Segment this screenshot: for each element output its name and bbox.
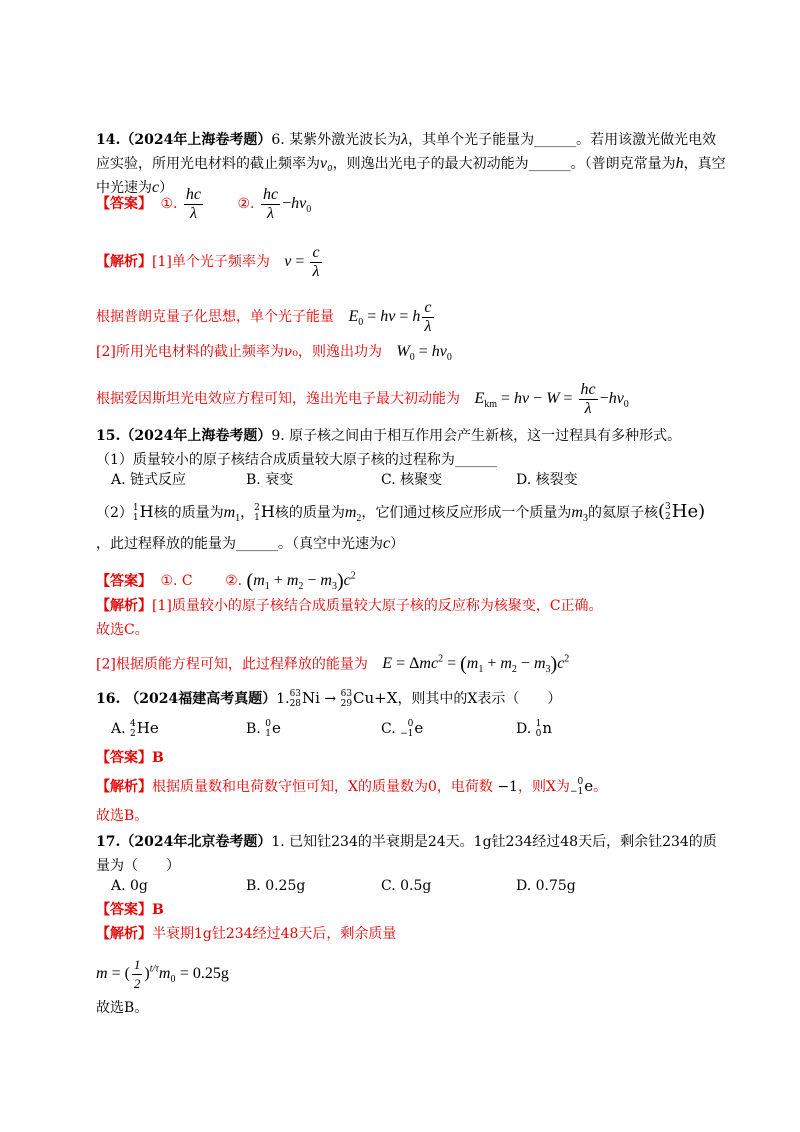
q15-analysis-3 (96, 648, 726, 683)
q15-m3: $m_3$ (571, 504, 588, 525)
q15-analysis-label: 【解析】 (96, 598, 152, 614)
q17-formula (96, 956, 726, 993)
q14-analysis-2 (96, 299, 726, 336)
q14-h: h (675, 155, 684, 172)
q17-text-1: 1. 已知钍234的半衰期是24天。1g钍234经过48天后，剩余钍234的质量为（ ） (96, 834, 717, 874)
q17-analysis-line2: 故选B。 (96, 1000, 149, 1016)
q16-analysis-line1b: ，则X为 (517, 779, 570, 795)
q17-analysis-label: 【解析】 (96, 926, 152, 942)
q14-analysis-line2: 根据普朗克量子化思想，单个光子能量 (96, 309, 334, 326)
q15-sub-1-text: （1）质量较小的原子核结合成质量较大原子核的过程称为______ (96, 452, 497, 468)
q15-sub-2-c: ， (240, 505, 255, 521)
q15-analysis-line2: 故选C。 (96, 622, 149, 638)
q15-option-d[interactable]: D. 核裂变 (516, 472, 578, 488)
q16-charge-value: −1 (492, 779, 518, 795)
q15-source: 15.（2024年上海卷考题） (96, 428, 272, 444)
q14-analysis-1 (96, 244, 726, 281)
q17-option-b[interactable]: B. 0.25g (246, 878, 306, 894)
q15-h1-symbol: H (139, 502, 154, 521)
q17-mass-formula: m = ( $\frac{1}{2}$ )$^{t/\tau}m_0$ (96, 957, 176, 991)
q15-sub-2-i: ） (390, 536, 405, 552)
q16-analysis-1 (96, 774, 726, 799)
q15-sub-2-d: 核的质量为 (274, 505, 345, 521)
q16-text-2: ，则其中的X表示（ ） (397, 691, 562, 707)
q16-analysis-line1c: 。 (593, 779, 608, 795)
q14-analysis-line3: [2]所用光电材料的截止频率为ν₀，则逸出功为 (96, 344, 382, 360)
q14-answer-2-formula: $\frac{hc}{\lambda}$ $-h\nu_0$ (262, 186, 312, 222)
q15-answer-1: ①. C (160, 573, 193, 590)
q15-h2-nuclide-index: 2 1 (254, 503, 260, 523)
q14-text-1: 6. 某紫外激光波长为 (271, 132, 402, 148)
q16-reaction-equation: 63 28Ni → 63 29Cu+X (289, 689, 398, 709)
q14-energy-formula: $E_0 = h\nu = h$ $\frac{c}{\lambda}$ (348, 299, 432, 335)
q16-answer-text: 【答案】B (96, 750, 164, 766)
q15-m1: $m_1$ (223, 504, 241, 525)
q17-option-d[interactable]: D. 0.75g (516, 878, 576, 894)
q14-answer-2-label: ②. (237, 196, 255, 213)
q15-analysis-line3: [2]根据质能方程可知，此过程释放的能量为 (96, 656, 368, 673)
q14-kinetic-energy-formula: $E_{km} = h\nu - W$ = $\frac{hc}{\lambda}$ $-h\nu_0$ (474, 381, 629, 417)
q17-formula-result: = 0.25g (179, 965, 229, 983)
q15-option-c[interactable]: C. 核聚变 (381, 472, 443, 488)
q17-source: 17.（2024年北京卷考题） (96, 834, 272, 850)
q14-answer-1-label: ①. (160, 196, 178, 213)
q16-analysis-2 (96, 804, 726, 828)
q14-text-3: ，则逸出光电子的最大初动能为______。（普朗克常量为 (332, 156, 676, 172)
q14-work-function-formula: $W_0 = h\nu_0$ (396, 343, 452, 364)
q15-sub-2-b: 核的质量为 (153, 505, 224, 521)
question-15 (96, 424, 726, 448)
q16-analysis-line2: 故选B。 (96, 808, 149, 824)
question-17 (96, 830, 726, 878)
q15-answer-2-label: ②. (225, 573, 243, 590)
q17-analysis-line1: 半衰期1g钍234经过48天后，剩余质量 (152, 926, 397, 942)
q17-options (111, 874, 741, 898)
q14-lambda: λ (401, 131, 409, 148)
q15-sub-2-g: ，此过程释放的能量为______。（真空中光速为 (96, 536, 383, 552)
q15-c: c (383, 535, 391, 552)
q17-answer (96, 898, 726, 922)
q15-sub-2-f: 的氦原子核 (587, 505, 658, 521)
q14-analysis-4 (96, 381, 726, 418)
q15-he3-nuclide: (3 2He) (657, 501, 706, 522)
q15-sub-2-a: （2） (96, 505, 133, 521)
q14-frequency-formula: ν = $\frac{c}{\lambda}$ (284, 244, 320, 280)
q15-analysis-1 (96, 594, 726, 618)
q15-m2: $m_2$ (344, 504, 362, 525)
q16-option-a[interactable]: A. 4 2He (111, 719, 159, 739)
q16-options (111, 716, 741, 741)
q15-energy-formula: $E = \Delta mc^2 = (m_1 + m_2 - m_3)c^2$ (382, 653, 570, 676)
q14-text-5: ） (159, 180, 174, 196)
q14-analysis-label: 【解析】 (96, 254, 152, 271)
q14-text-4: ，真空中光速为 (96, 156, 726, 196)
q16-option-c[interactable]: C. 0 −1e (381, 719, 424, 739)
q16-option-d[interactable]: D. 1 0n (516, 719, 553, 739)
q14-answer-1-formula: $\frac{hc}{\lambda}$ (185, 186, 202, 222)
q16-analysis-line1a: 根据质量数和电荷数守恒可知，X的质量数为0，电荷数 (152, 779, 493, 795)
q15-answer-label: 【答案】 (96, 573, 152, 590)
q16-analysis-label: 【解析】 (96, 779, 152, 795)
q14-analysis-line1: [1]单个光子频率为 (152, 254, 270, 271)
question-16 (96, 686, 726, 711)
q14-source: 14.（2024年上海卷考题） (96, 132, 272, 148)
q14-answer-label: 【答案】 (96, 196, 152, 213)
q15-option-b[interactable]: B. 衰变 (246, 472, 294, 488)
q15-analysis-line1: [1]质量较小的原子核结合成质量较大原子核的反应称为核聚变，C正确。 (152, 598, 603, 614)
q17-analysis-2 (96, 996, 726, 1020)
q15-h2-symbol: H (260, 502, 275, 521)
q14-analysis-line4: 根据爱因斯坦光电效应方程可知，逸出光电子最大初动能为 (96, 391, 460, 408)
q15-option-a[interactable]: A. 链式反应 (111, 472, 187, 488)
q16-source: 16. （2024福建高考真题） (96, 691, 277, 707)
q15-sub-2-e: ，它们通过核反应形成一个质量为 (361, 505, 572, 521)
q16-option-b[interactable]: B. 0 1e (246, 719, 281, 739)
q14-answer (96, 186, 726, 223)
q14-c: c (152, 179, 160, 196)
q14-text-2: ，其单个光子能量为______。若用该激光做光电效应实验，所用光电材料的截止频率为 (96, 132, 717, 172)
q16-answer (96, 746, 726, 770)
q15-h1-nuclide-index: 1 1 (132, 503, 139, 523)
q15-options (111, 468, 741, 492)
q15-analysis-2 (96, 618, 726, 642)
q17-option-c[interactable]: C. 0.5g (381, 878, 432, 894)
q14-nu0: ν₀ (320, 155, 333, 172)
q17-analysis-1 (96, 922, 726, 946)
q16-electron-symbol: 0 −1e (569, 777, 594, 797)
q14-analysis-3 (96, 340, 726, 370)
q16-text-1: 1. (276, 691, 290, 707)
q15-text-1: 9. 原子核之间由于相互作用会产生新核，这一过程具有多种形式。 (271, 428, 682, 444)
q17-option-a[interactable]: A. 0g (111, 878, 148, 894)
q15-sub-2 (96, 500, 726, 531)
q15-sub-2-end (96, 532, 726, 556)
q15-answer-2-formula: $(m_1 + m_2 - m_3)c^2$ (246, 570, 356, 593)
q17-answer-text: 【答案】B (96, 902, 164, 918)
